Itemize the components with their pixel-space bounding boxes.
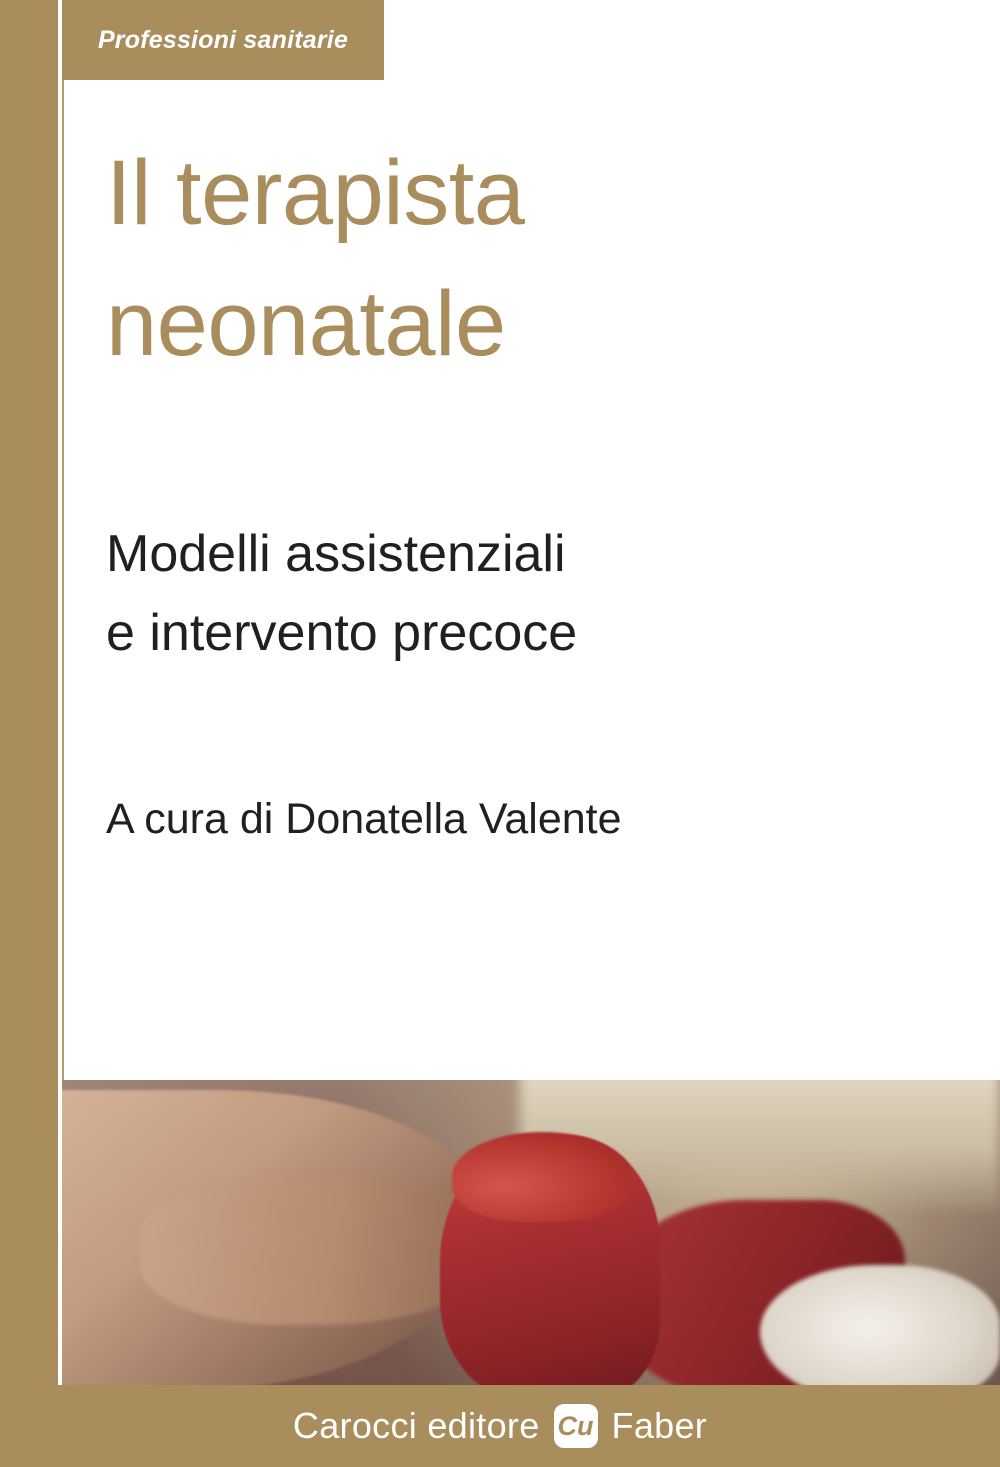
series-label: Professioni sanitarie bbox=[97, 25, 349, 54]
photo-white-cloth bbox=[760, 1265, 1000, 1385]
carocci-logo-icon: Cu bbox=[554, 1404, 598, 1448]
photo-left-accent-band bbox=[0, 1080, 58, 1385]
photo-infant-toes bbox=[452, 1132, 632, 1222]
publisher-bar-content bbox=[0, 1385, 1000, 1467]
book-subtitle bbox=[106, 515, 906, 673]
book-editor bbox=[106, 792, 926, 848]
publisher-bar bbox=[0, 1385, 1000, 1467]
publisher-name: Carocci editore bbox=[292, 1405, 540, 1446]
series-badge bbox=[62, 0, 384, 80]
book-title-line-1: Il terapista bbox=[106, 142, 525, 244]
cover-photograph bbox=[0, 1080, 1000, 1385]
book-title-line-2: neonatale bbox=[106, 272, 506, 375]
book-subtitle-line-2: e intervento precoce bbox=[106, 604, 578, 663]
left-hairline-rule bbox=[62, 0, 64, 1080]
book-title bbox=[106, 128, 906, 389]
book-editor-line: A cura di Donatella Valente bbox=[106, 795, 622, 843]
book-subtitle-line-1: Modelli assistenziali bbox=[106, 525, 566, 583]
publisher-imprint: Faber bbox=[611, 1405, 708, 1446]
photo-left-white-gap bbox=[58, 1080, 62, 1385]
